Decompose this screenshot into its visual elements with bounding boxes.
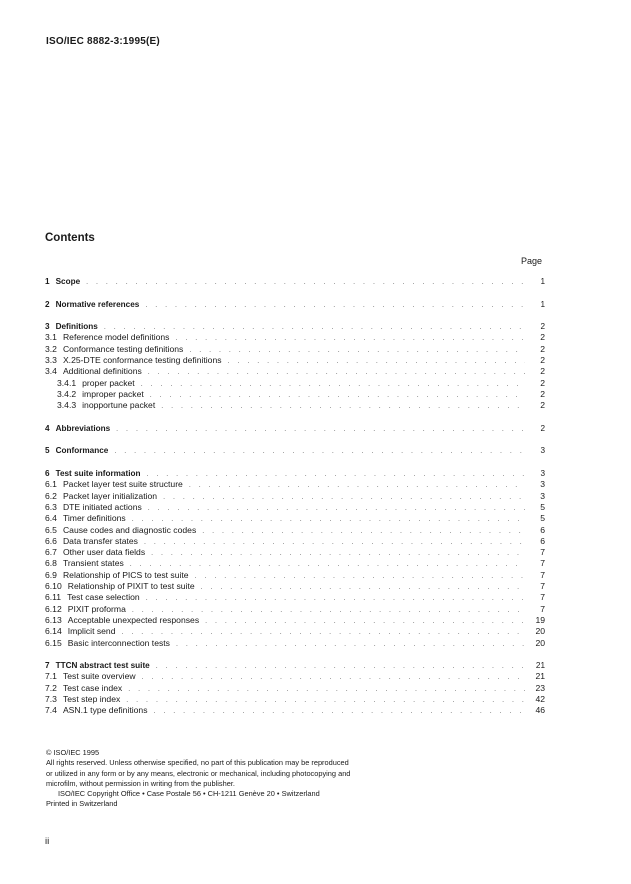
toc-entry xyxy=(45,400,545,411)
toc-entry xyxy=(45,513,545,524)
toc-entry xyxy=(45,468,545,479)
toc-entry-page: 46 xyxy=(535,705,545,716)
page-number: ii xyxy=(45,836,50,847)
toc-entry-title: Relationship of PICS to test suite xyxy=(62,569,189,580)
toc-entry xyxy=(45,626,545,637)
toc-entry-page: 6 xyxy=(540,524,545,535)
toc-entry-page: 2 xyxy=(540,322,545,332)
toc-entry-number: 6.1 xyxy=(45,479,57,490)
toc-entry-title: proper packet xyxy=(82,377,135,388)
section-gap xyxy=(45,457,545,468)
toc-entry xyxy=(45,321,545,332)
toc-entry-number: 1 xyxy=(45,277,50,286)
toc-entry xyxy=(45,366,545,377)
toc-entry-title: ASN.1 type definitions xyxy=(62,705,148,716)
toc-entry-page: 21 xyxy=(535,671,545,682)
toc-entry-page: 7 xyxy=(540,547,545,558)
toc-entry-page: 3 xyxy=(540,469,545,479)
toc-entry xyxy=(45,558,545,569)
toc-entry-number: 2 xyxy=(45,299,50,309)
toc-entry-title: Cause codes and diagnostic codes xyxy=(62,524,197,535)
toc-entry-title: Test case index xyxy=(62,682,123,693)
toc-entry-number: 3.4.3 xyxy=(57,400,77,411)
toc-dot-leader xyxy=(141,379,525,390)
toc-entry xyxy=(45,276,545,287)
toc-entry-page: 2 xyxy=(540,332,545,343)
toc-entry-number: 6.3 xyxy=(45,501,57,512)
toc-entry xyxy=(45,479,545,490)
toc-entry-title: Basic interconnection tests xyxy=(67,637,170,648)
toc-entry xyxy=(45,423,545,434)
toc-entry-page: 21 xyxy=(535,661,545,671)
page-column-label: Page xyxy=(521,256,543,266)
toc-entry-number: 3.4 xyxy=(45,366,57,377)
toc-entry-title: Reference model definitions xyxy=(62,332,170,343)
toc-dot-leader xyxy=(130,559,525,570)
toc-entry-number: 3.1 xyxy=(45,332,57,343)
toc-entry xyxy=(45,638,545,649)
toc-entry xyxy=(45,694,545,705)
toc-entry-number: 4 xyxy=(45,423,50,433)
toc-entry xyxy=(45,502,545,513)
document-id-header: ISO/IEC 8882-3:1995(E) xyxy=(46,36,160,47)
toc-dot-leader xyxy=(126,695,525,706)
toc-entry-title: PIXIT proforma xyxy=(67,603,126,614)
toc-entry-title: Relationship of PIXIT to test suite xyxy=(67,581,195,592)
toc-entry-title: improper packet xyxy=(82,388,144,399)
toc-entry-number: 7 xyxy=(45,661,50,671)
toc-dot-leader xyxy=(163,492,525,503)
section-gap xyxy=(45,649,545,660)
toc-dot-leader xyxy=(114,446,525,457)
toc-entry-page: 2 xyxy=(540,377,545,388)
contents-title: Contents xyxy=(45,232,95,244)
copyright-line: or utilized in any form or by any means, electronic or mechanical, including photocopying and xyxy=(46,768,351,778)
toc-entry-title: Test step index xyxy=(62,693,121,704)
toc-entry-title: TTCN abstract test suite xyxy=(55,661,150,671)
toc-entry xyxy=(45,615,545,626)
toc-entry-title: DTE initiated actions xyxy=(62,501,142,512)
section-gap xyxy=(45,434,545,445)
section-gap xyxy=(45,287,545,298)
toc-entry-page: 5 xyxy=(540,513,545,524)
toc-entry xyxy=(45,581,545,592)
toc-dot-leader xyxy=(116,424,525,435)
toc-dot-leader xyxy=(148,367,525,378)
table-of-contents xyxy=(45,276,545,717)
toc-entry-number: 6 xyxy=(45,469,50,479)
toc-entry-number: 6.10 xyxy=(45,581,62,592)
toc-entry-number: 6.2 xyxy=(45,490,57,501)
printed-in: Printed in Switzerland xyxy=(46,799,118,809)
toc-dot-leader xyxy=(151,548,525,559)
toc-entry xyxy=(45,604,545,615)
toc-entry xyxy=(45,299,545,310)
toc-entry-title: Scope xyxy=(55,277,81,286)
toc-entry xyxy=(45,525,545,536)
toc-entry-title: Normative references xyxy=(55,299,140,309)
toc-entry-page: 3 xyxy=(540,446,545,456)
toc-entry-page: 1 xyxy=(540,299,545,309)
toc-dot-leader xyxy=(175,333,525,344)
toc-dot-leader xyxy=(145,300,525,311)
toc-entry-number: 7.2 xyxy=(45,682,57,693)
toc-entry-number: 3.4.1 xyxy=(57,377,77,388)
toc-entry xyxy=(45,355,545,366)
toc-entry-page: 7 xyxy=(540,558,545,569)
toc-entry-page: 20 xyxy=(535,626,545,637)
toc-entry xyxy=(45,491,545,502)
toc-entry-title: Timer definitions xyxy=(62,513,126,524)
toc-entry xyxy=(45,592,545,603)
toc-entry-page: 2 xyxy=(540,400,545,411)
toc-dot-leader xyxy=(228,356,525,367)
toc-entry-page: 20 xyxy=(535,637,545,648)
toc-entry-title: Test suite information xyxy=(55,469,141,479)
toc-entry-number: 7.1 xyxy=(45,671,57,682)
toc-entry-title: Packet layer initialization xyxy=(62,490,158,501)
section-gap xyxy=(45,412,545,423)
toc-entry-page: 2 xyxy=(540,343,545,354)
toc-entry-number: 6.8 xyxy=(45,558,57,569)
toc-dot-leader xyxy=(146,469,525,480)
toc-entry-number: 3.2 xyxy=(45,343,57,354)
toc-dot-leader xyxy=(201,582,525,593)
toc-dot-leader xyxy=(146,593,525,604)
toc-entry xyxy=(45,536,545,547)
copyright-office-address: ISO/IEC Copyright Office • Case Postale 56 • CH-1211 Genève 20 • Switzerland xyxy=(58,789,320,799)
toc-entry-number: 6.12 xyxy=(45,603,62,614)
toc-entry-page: 3 xyxy=(540,490,545,501)
copyright-notice xyxy=(46,748,406,810)
toc-dot-leader xyxy=(122,627,526,638)
copyright-line: All rights reserved. Unless otherwise specified, no part of this publication may be reproduced xyxy=(46,758,349,768)
toc-dot-leader xyxy=(202,526,525,537)
toc-entry-number: 5 xyxy=(45,446,50,456)
toc-entry-title: Data transfer states xyxy=(62,535,138,546)
toc-entry-number: 6.4 xyxy=(45,513,57,524)
toc-entry-page: 7 xyxy=(540,569,545,580)
toc-entry-title: Test suite overview xyxy=(62,671,136,682)
toc-entry xyxy=(45,570,545,581)
toc-entry-page: 19 xyxy=(535,614,545,625)
toc-dot-leader xyxy=(128,684,525,695)
toc-dot-leader xyxy=(156,661,525,672)
toc-dot-leader xyxy=(195,571,525,582)
toc-entry-page: 2 xyxy=(540,423,545,433)
toc-entry-title: Abbreviations xyxy=(55,423,111,433)
toc-entry-page: 2 xyxy=(540,388,545,399)
toc-entry-title: Conformance testing definitions xyxy=(62,343,184,354)
toc-entry-title: inopportune packet xyxy=(82,400,156,411)
toc-entry-number: 6.14 xyxy=(45,626,62,637)
toc-entry-number: 6.15 xyxy=(45,637,62,648)
toc-entry-page: 3 xyxy=(540,479,545,490)
toc-entry-title: Packet layer test suite structure xyxy=(62,479,183,490)
toc-entry-page: 7 xyxy=(540,581,545,592)
toc-entry-title: Conformance xyxy=(55,446,109,456)
toc-entry xyxy=(45,547,545,558)
toc-entry-number: 7.4 xyxy=(45,705,57,716)
toc-entry xyxy=(45,705,545,716)
toc-entry xyxy=(45,445,545,456)
toc-dot-leader xyxy=(189,480,525,491)
toc-entry xyxy=(45,378,545,389)
toc-entry-number: 7.3 xyxy=(45,693,57,704)
toc-entry-title: Additional definitions xyxy=(62,366,142,377)
toc-dot-leader xyxy=(150,390,525,401)
toc-entry-page: 2 xyxy=(540,366,545,377)
toc-entry-page: 23 xyxy=(535,682,545,693)
toc-entry xyxy=(45,344,545,355)
toc-entry-number: 6.13 xyxy=(45,614,62,625)
toc-entry-number: 6.11 xyxy=(45,592,62,603)
copyright-line: microfilm, without permission in writing from the publisher. xyxy=(46,778,235,788)
toc-entry-number: 3.3 xyxy=(45,355,57,366)
section-gap xyxy=(45,310,545,321)
toc-dot-leader xyxy=(205,616,525,627)
toc-dot-leader xyxy=(86,277,525,288)
toc-dot-leader xyxy=(161,401,525,412)
toc-entry-number: 6.9 xyxy=(45,569,57,580)
toc-entry-title: Test case selection xyxy=(67,592,140,603)
toc-entry-page: 5 xyxy=(540,501,545,512)
toc-entry-title: Other user data fields xyxy=(62,547,146,558)
toc-dot-leader xyxy=(142,672,525,683)
toc-entry-title: Acceptable unexpected responses xyxy=(67,614,200,625)
toc-entry-number: 3.4.2 xyxy=(57,388,77,399)
toc-dot-leader xyxy=(189,345,525,356)
toc-entry-title: Implicit send xyxy=(67,626,116,637)
toc-entry-title: Transient states xyxy=(62,558,124,569)
toc-entry-number: 6.5 xyxy=(45,524,57,535)
toc-entry-page: 2 xyxy=(540,355,545,366)
toc-entry-page: 42 xyxy=(535,693,545,704)
toc-dot-leader xyxy=(148,503,525,514)
toc-entry xyxy=(45,683,545,694)
toc-entry xyxy=(45,332,545,343)
toc-entry xyxy=(45,671,545,682)
toc-entry-page: 7 xyxy=(540,592,545,603)
toc-entry-number: 6.6 xyxy=(45,535,57,546)
toc-dot-leader xyxy=(154,706,525,717)
toc-dot-leader xyxy=(176,639,525,650)
toc-entry xyxy=(45,660,545,671)
toc-entry-page: 7 xyxy=(540,603,545,614)
toc-entry-page: 1 xyxy=(540,277,545,286)
copyright-line: © ISO/IEC 1995 xyxy=(46,748,100,757)
toc-entry-page: 6 xyxy=(540,535,545,546)
toc-entry-number: 3 xyxy=(45,322,50,332)
toc-entry-title: X.25-DTE conformance testing definitions xyxy=(62,355,222,366)
toc-dot-leader xyxy=(144,537,525,548)
toc-entry xyxy=(45,389,545,400)
toc-entry-number: 6.7 xyxy=(45,547,57,558)
toc-entry-title: Definitions xyxy=(55,322,98,332)
